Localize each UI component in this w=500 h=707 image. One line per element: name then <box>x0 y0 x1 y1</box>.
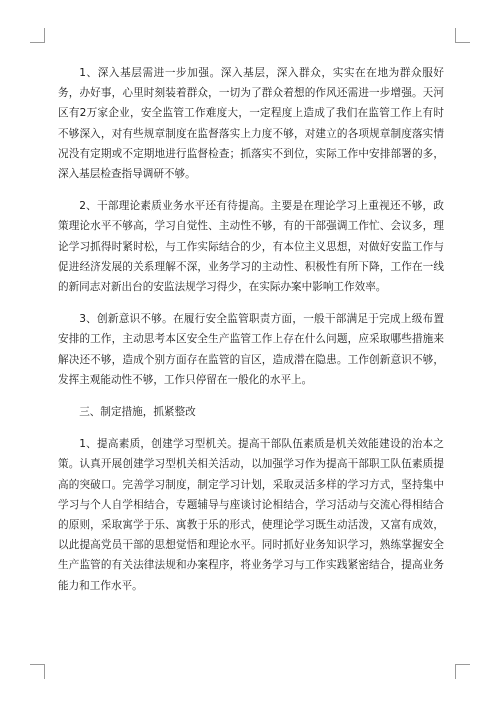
document-body <box>58 63 444 608</box>
paragraph-theory-quality: 2、干部理论素质业务水平还有待提高。主要是在理论学习上重视还不够，政策理论水平不够高，学习自觉性、主动性不够，有的干部强调工作忙、会议多，理论学习抓得时紧时松，与工作实际结合的少，有本位主义思想，对做好安监工作与促进经济发展的关系理解不深，业务学习的主动性、积极性有所下降，工作在一线的新同志对新出台的安监法规学习得少，在实际办案中影响工作效率。 <box>58 200 444 294</box>
section-heading-measures: 三、制定措施，抓紧整改 <box>79 406 196 419</box>
page-corner-mark-bottom-right <box>455 664 470 679</box>
paragraph-innovation: 3、创新意识不够。在履行安全监管职责方面，一般干部满足于完成上级布置安排的工作，主动思考本区安全生产监管工作上存在什么问题，应采取哪些措施来解决还不够，造成个别方面存在监管的盲区，造成潜在隐患。工作创新意识不够，发挥主观能动性不够，工作只停留在一般化的水平上。 <box>58 313 444 386</box>
paragraph-learning-organization: 1、提高素质，创建学习型机关。提高干部队伍素质是机关效能建设的治本之策。认真开展创建学习型机关相关活动，以加强学习作为提高干部职工队伍素质提高的突破口。完善学习制度，制定学习计划，采取灵活多样的学习方式，坚持集中学习与个人自学相结合，专题辅导与座谈讨论相结合，学习活动与交流心得相结合的原则，采取寓学于乐、寓教于乐的形式，使理论学习既生动活泼，又富有成效，以此提高党员干部的思想觉悟和理论水平。同时抓好业务知识学习，熟练掌握安全生产监管的有关法律法规和办案程序，将业务学习与工作实践紧密结合，提高业务能力和工作水平。 <box>58 438 444 592</box>
page-corner-mark-bottom-left <box>30 664 45 679</box>
page-corner-mark-top-left <box>30 28 45 43</box>
paragraph-grassroots: 1、深入基层需进一步加强。深入基层，深入群众，实实在在地为群众服好务，办好事，心里时刻装着群众，一切为了群众着想的作风还需进一步增强。天河区有2万家企业，安全监管工作难度大，一定程度上造成了我们在监管工作上有时不够深入，对有些规章制度在监督落实上力度不够，对建立的各项规章制度落实情况没有定期或不定期地进行监督检查；抓落实不到位，实际工作中安排部署的多，深入基层检查指导调研不够。 <box>58 67 444 181</box>
page-corner-mark-top-right <box>455 28 470 43</box>
